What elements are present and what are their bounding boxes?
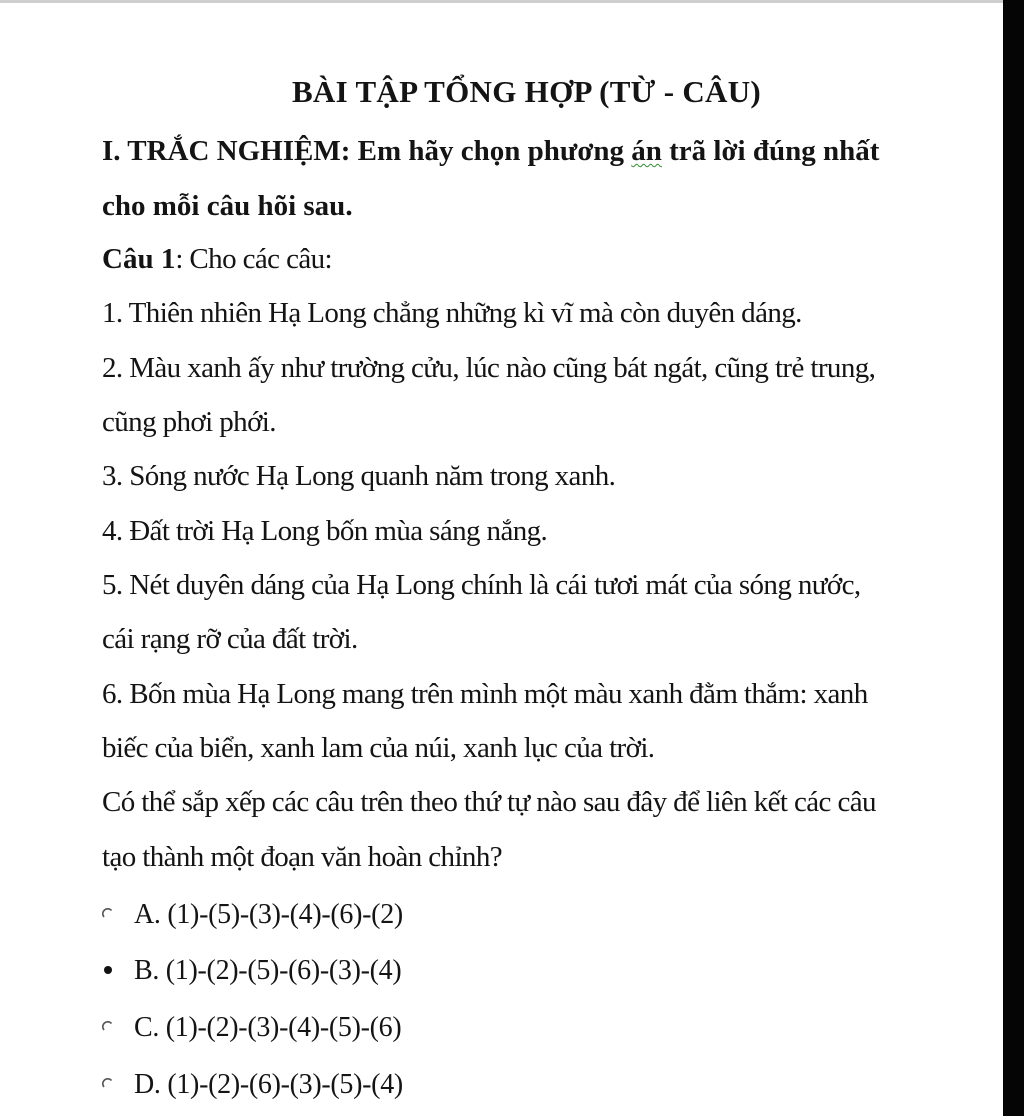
question-header [102,243,332,276]
answer-option-label: A. (1)-(5)-(3)-(4)-(6)-(2) [134,899,403,930]
question-intro: : Cho các câu: [175,243,332,275]
sentence-line: 2. Màu xanh ấy như trường cửu, lúc nào cũng bát ngát, cũng trẻ trung, [102,352,876,384]
section-heading-text-end: trã lời đúng nhất [661,135,880,167]
sentence-line: 3. Sóng nước Hạ Long quanh năm trong xanh. [102,460,616,492]
section-heading-line-2: cho mỗi câu hõi sau. [102,190,353,222]
sentence-line: 1. Thiên nhiên Hạ Long chẳng những kì vĩ mà còn duyên dáng. [102,297,802,329]
sentence-line: cái rạng rỡ của đất trời. [102,623,358,655]
answer-option-label: C. (1)-(2)-(3)-(4)-(5)-(6) [134,1012,402,1043]
sentence-line: cũng phơi phới. [102,406,276,438]
sentence-line: biếc của biển, xanh lam của núi, xanh lục của trời. [102,732,655,764]
section-heading-line-1 [102,135,879,168]
sentence-line: 4. Đất trời Hạ Long bốn mùa sáng nắng. [102,515,548,547]
radio-unselected-icon[interactable] [102,908,114,920]
radio-unselected-icon[interactable] [102,1078,114,1090]
radio-unselected-icon[interactable] [102,1021,114,1033]
document-title: BÀI TẬP TỔNG HỢP (TỪ - CÂU) [291,74,762,109]
section-heading-text: I. TRẮC NGHIỆM: Em hãy chọn phương [102,135,632,167]
sentence-line: 6. Bốn mùa Hạ Long mang trên mình một màu xanh đằm thắm: xanh [102,678,868,710]
question-prompt-line-1: Có thể sắp xếp các câu trên theo thứ tự nào sau đây để liên kết các câu [102,786,876,818]
right-dark-edge [1003,0,1024,1116]
answer-option-label: D. (1)-(2)-(6)-(3)-(5)-(4) [134,1069,403,1100]
question-label: Câu 1 [102,243,176,275]
answer-option-label: B. (1)-(2)-(5)-(6)-(3)-(4) [134,955,402,986]
radio-selected-icon[interactable] [102,964,114,976]
question-prompt-line-2: tạo thành một đoạn văn hoàn chỉnh? [102,841,502,873]
sentence-line: 5. Nét duyên dáng của Hạ Long chính là cái tươi mát của sóng nước, [102,569,861,601]
spellcheck-flagged-word: án [631,135,662,167]
